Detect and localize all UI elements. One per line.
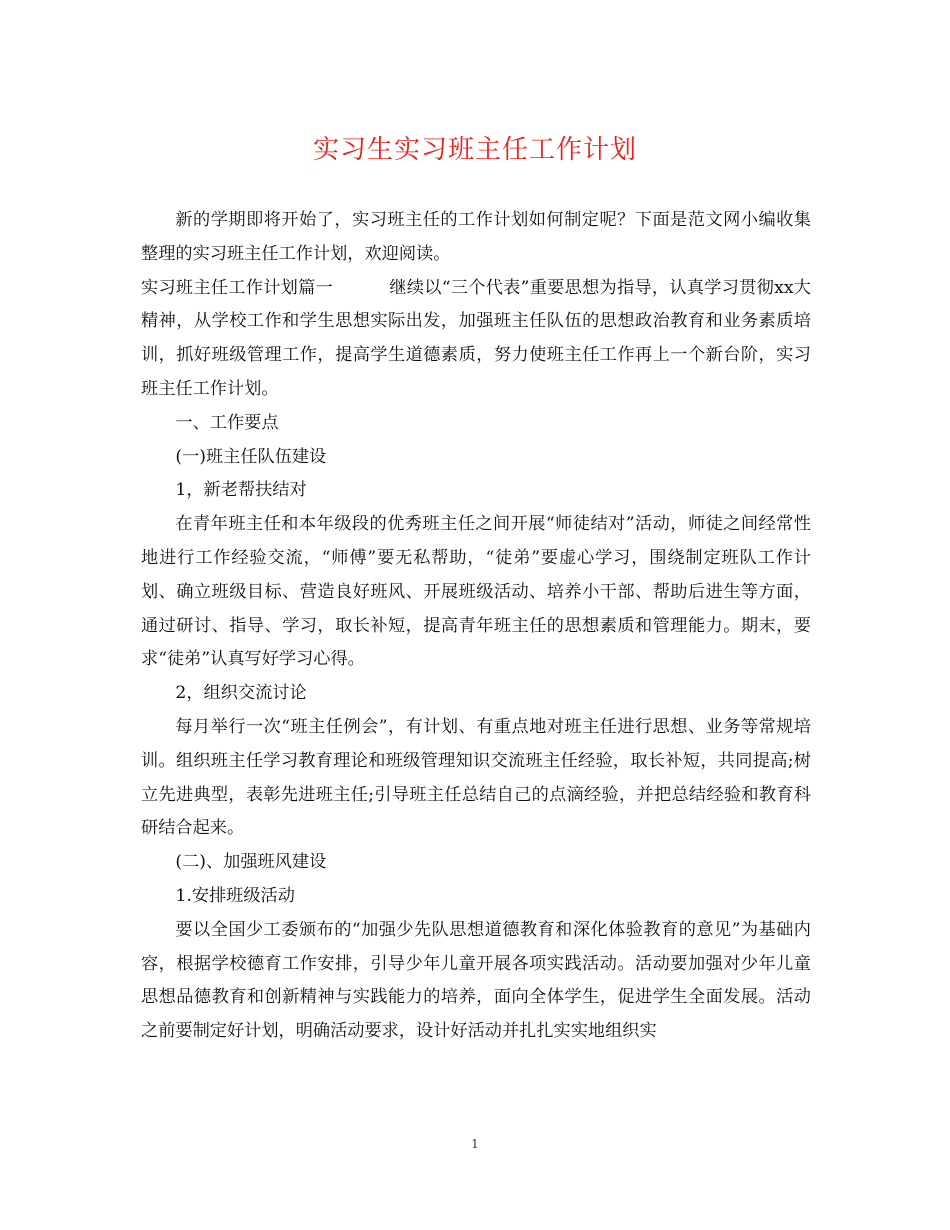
heading-class-style: (二)、加强班风建设 xyxy=(175,852,327,873)
item-mentoring-heading: 1，新老帮扶结对 xyxy=(175,480,307,501)
document-body xyxy=(141,204,811,1049)
section-label: 实习班主任工作计划篇一 xyxy=(141,277,334,298)
item-discussion-heading: 2，组织交流讨论 xyxy=(175,683,307,704)
heading-work-points: 一、工作要点 xyxy=(175,412,279,433)
item-activities-heading: 1.安排班级活动 xyxy=(175,885,295,906)
section-intro-text: 继续以“三个代表”重要思想为指导，认真学习贯彻xx大精神，从学校工作和学生思想实际出发，加强班主任队伍的思想政治教育和业务素质培训，抓好班级管理工作，提高学生道德素质，努力使班主任工作再上一个新台阶，实习班主任工作计划。 xyxy=(141,277,811,399)
intro-paragraph: 新的学期即将开始了，实习班主任的工作计划如何制定呢？下面是范文网小编收集整理的实习班主任工作计划，欢迎阅读。 xyxy=(141,210,811,264)
item-discussion-paragraph: 每月举行一次“班主任例会”，有计划、有重点地对班主任进行思想、业务等常规培训。组织班主任学习教育理论和班级管理知识交流班主任经验，取长补短，共同提高;树立先进典型，表彰先进班主任;引导班主任总结自己的点滴经验，并把总结经验和教育科研结合起来。 xyxy=(141,716,811,839)
section-intro-paragraph xyxy=(141,272,811,407)
item-activities-paragraph: 要以全国少工委颁布的“加强少先队思想道德教育和深化体验教育的意见”为基础内容，根据学校德育工作安排，引导少年儿童开展各项实践活动。活动要加强对少年儿童思想品德教育和创新精神与实践能力的培养，面向全体学生，促进学生全面发展。活动之前要制定好计划，明确活动要求，设计好活动并扎扎实实地组织实 xyxy=(141,919,811,1042)
page-number: 1 xyxy=(471,1137,479,1151)
item-mentoring-paragraph: 在青年班主任和本年级段的优秀班主任之间开展“师徒结对”活动，师徒之间经常性地进行工作经验交流，“师傅”要无私帮助，“徒弟”要虚心学习，围绕制定班队工作计划、确立班级目标、营造良好班风、开展班级活动、培养小干部、帮助后进生等方面，通过研讨、指导、学习，取长补短，提高青年班主任的思想素质和管理能力。期末，要求“徒弟”认真写好学习心得。 xyxy=(141,514,811,670)
heading-team-building: (一)班主任队伍建设 xyxy=(175,446,327,467)
document-title: 实习生实习班主任工作计划 xyxy=(312,135,637,165)
